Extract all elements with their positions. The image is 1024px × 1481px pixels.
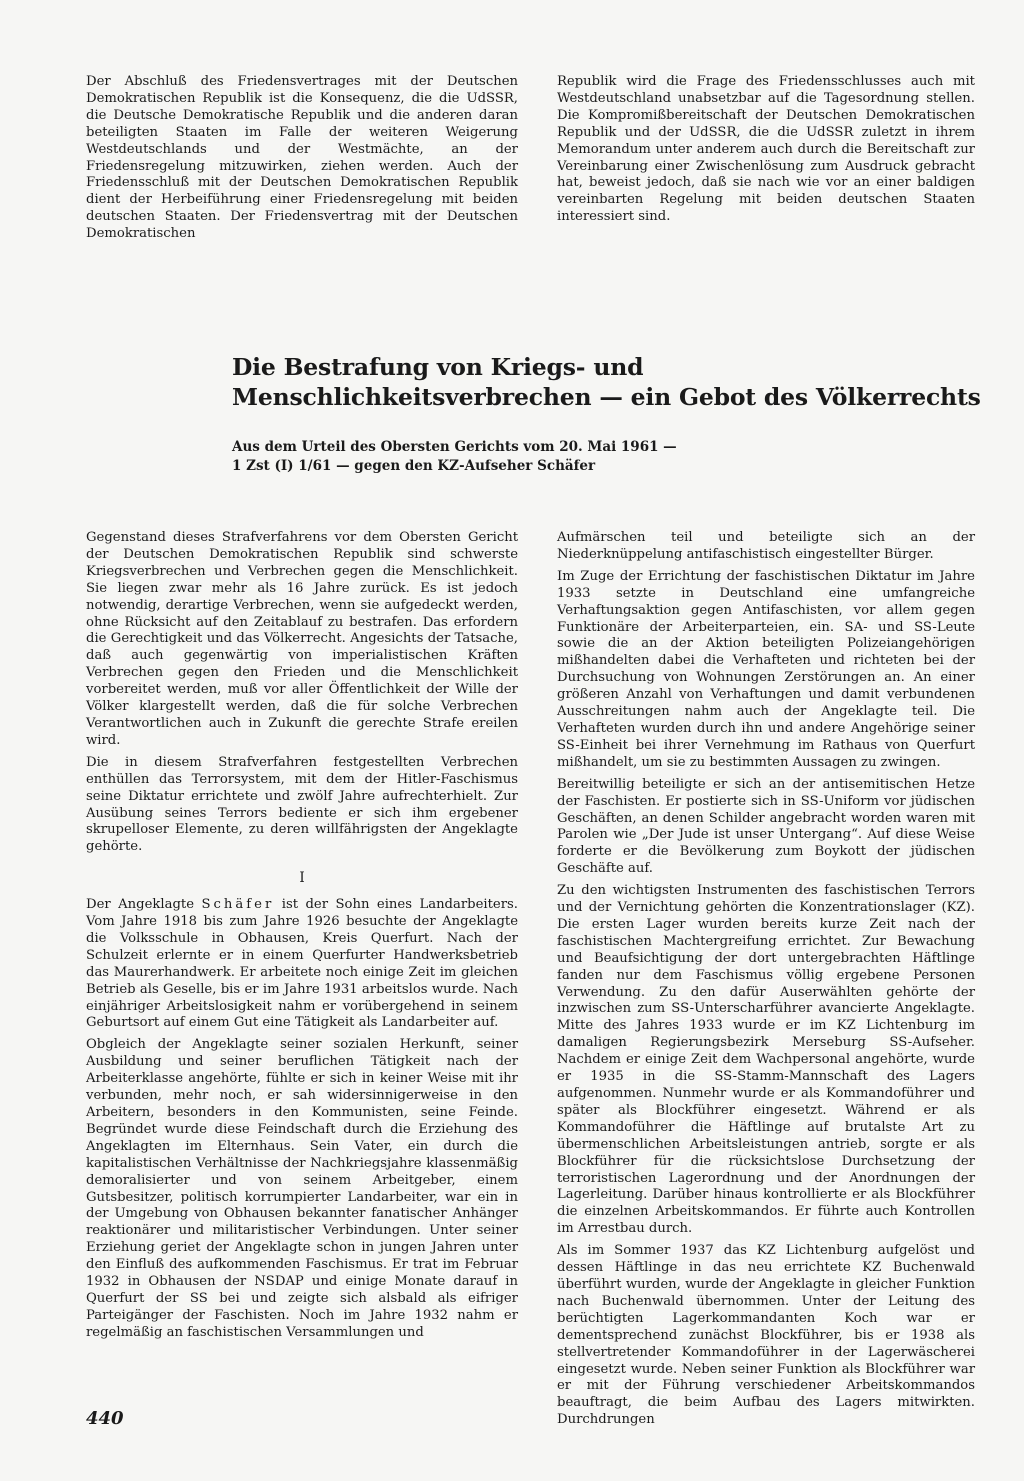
- article-left-column: [86, 530, 518, 1347]
- article-headline: Die Bestrafung von Kriegs- und Menschlichkeitsverbrechen — ein Gebot des Völkerrechts: [232, 353, 981, 411]
- section-heading: I: [299, 870, 305, 887]
- paragraph-lead: Der Angeklagte: [86, 897, 195, 913]
- paragraph-rest: ist der Sohn eines Landarbeiters. Vom Jahre 1918 bis zum Jahre 1926 besuchte der Angeklagte die Volksschule in Obhausen, Kreis Querfurt. Nach der Schulzeit erlernte er in einem Querfurter Handwerksbetrieb das Maurerhandwerk. Er arbeitete noch einige Zeit im gleichen Betrieb als Geselle, bis er im Jahre 1931 arbeitslos wurde. Nach einjähriger Arbeitslosigkeit nahm er vorübergehend in seinem Geburtsort auf einem Gut eine Tätigkeit als Landarbeiter auf.: [86, 897, 518, 1031]
- top-right-paragraph: Republik wird die Frage des Friedensschlusses auch mit Westdeutschland unabsetzbar auf die Tagesordnung stellen. Die Kompromißbereitschaft der Deutschen Demokratischen Republik und der UdSSR, die die UdSSR zuletzt in ihrem Memorandum unter anderem auch durch die Bereitschaft zur Vereinbarung einer Zwischenlösung zum Ausdruck gebracht hat, beweist jedoch, daß sie nach wie vor an einer baldigen vereinbarten Regelung mit beiden deutschen Staaten interessiert sind.: [557, 74, 975, 225]
- article-paragraph: Die in diesem Strafverfahren festgestellten Verbrechen enthüllen das Terrorsystem, mit dem der Hitler-Faschismus seine Diktatur errichtete und zwölf Jahre aufrechterhielt. Zur Ausübung seines Terrors bediente er sich ihm ergebener skrupelloser Elemente, zu deren willfährigsten der Angeklagte gehörte.: [86, 754, 518, 855]
- top-left-paragraph: Der Abschluß des Friedensvertrages mit der Deutschen Demokratischen Republik ist die Konsequenz, die die UdSSR, die Deutsche Demokratische Republik und die anderen daran beteiligten Staaten im Falle der weiteren Weigerung Westdeutschlands und der Westmächte, an der Friedensregelung mitzuwirken, ziehen werden. Auch der Friedensschluß mit der Deutschen Demokratischen Republik dient der Herbeiführung einer Friedensregelung mit beiden deutschen Staaten. Der Friedensvertrag mit der Deutschen Demokratischen: [86, 74, 518, 242]
- article-paragraph: Gegenstand dieses Strafverfahrens vor dem Obersten Gericht der Deutschen Demokratischen Republik sind schwerste Kriegsverbrechen und Verbrechen gegen die Menschlichkeit. Sie liegen zwar mehr als 16 Jahre zurück. Es ist jedoch notwendig, derartige Verbrechen, wenn sie aufgedeckt werden, ohne Rücksicht auf den Zeitablauf zu bestrafen. Das erfordern die Gerechtigkeit und das Völkerrecht. Angesichts der Tatsache, daß auch gegenwärtig von imperialistischen Kräften Verbrechen gegen den Frieden und die Menschlichkeit vorbereitet werden, muß vor aller Öffentlichkeit der Wille der Völker klargestellt werden, daß die für solche Verbrechen Verantwortlichen auch in Zukunft die gerechte Strafe ereilen wird.: [86, 530, 518, 748]
- article-paragraph: Zu den wichtigsten Instrumenten des faschistischen Terrors und der Vernichtung gehörten die Konzentrationslager (KZ). Die ersten Lager wurden bereits kurze Zeit nach der faschistischen Machtergreifung errichtet. Zur Bewachung und Beaufsichtigung der dort untergebrachten Häftlinge fanden nur dem Faschismus völlig ergebene Personen Verwendung. Zu den dafür Auserwählten gehörte der inzwischen zum SS-Unterscharführer avancierte Angeklagte. Mitte des Jahres 1933 wurde er im KZ Lichtenburg im damaligen Regierungsbezirk Merseburg SS-Aufseher. Nachdem er einige Zeit dem Wachpersonal angehörte, wurde er 1935 in die SS-Stamm-Mannschaft des Lagers aufgenommen. Nunmehr wurde er als Kommandoführer und später als Blockführer eingesetzt. Während er als Kommandoführer die Häftlinge auf brutalste Art zu übermenschlichen Arbeitsleistungen antrieb, sorgte er als Blockführer für die rücksichtslose Durchsetzung der terroristischen Lagerordnung und der Anordnungen der Lagerleitung. Darüber hinaus kontrollierte er als Blockführer die einzelnen Arbeitskommandos. Er führte auch Kontrollen im Arrestbau durch.: [557, 883, 975, 1237]
- article-paragraph: Im Zuge der Errichtung der faschistischen Diktatur im Jahre 1933 setzte in Deutschland eine umfangreiche Verhaftungsaktion gegen Antifaschisten, vor allem gegen Funktionäre der Arbeiterparteien, ein. SA- und SS-Leute sowie die an der Aktion beteiligten Polizeiangehörigen mißhandelten dabei die Verhafteten und richteten bei der Durchsuchung von Wohnungen Zerstörungen an. An einer größeren Anzahl von Verhaftungen und damit verbundenen Ausschreitungen nahm auch der Angeklagte teil. Die Verhafteten wurden durch ihn und andere Angehörige seiner SS-Einheit bei ihrer Vernehmung im Rathaus von Querfurt mißhandelt, um sie zu bestimmten Aussagen zu zwingen.: [557, 568, 975, 770]
- article-paragraph: Obgleich der Angeklagte seiner sozialen Herkunft, seiner Ausbildung und seiner beruflichen Tätigkeit nach der Arbeiterklasse angehörte, fühlte er sich in keiner Weise mit ihr verbunden, mehr noch, er sah widersinnigerweise in den Arbeitern, besonders in den Kommunisten, seine Feinde. Begründet wurde diese Feindschaft durch die Erziehung des Angeklagten im Elternhaus. Sein Vater, ein durch die kapitalistischen Verhältnisse der Nachkriegsjahre klassenmäßig demoralisierter und von seinem Arbeitgeber, einem Gutsbesitzer, politisch korrumpierter Landarbeiter, war ein in der Umgebung von Obhausen bekannter fanatischer Anhänger reaktionärer und militaristischer Verbindungen. Unter seiner Erziehung geriet der Angeklagte schon in jungen Jahren unter den Einfluß des aufkommenden Faschismus. Er trat im Februar 1932 in Obhausen der NSDAP und einige Monate darauf in Querfurt der SS bei und zeigte sich alsbald als eifriger Parteigänger der Faschisten. Noch im Jahre 1932 nahm er regelmäßig an faschistischen Versammlungen und: [86, 1037, 518, 1340]
- article-paragraph: Aufmärschen teil und beteiligte sich an der Niederknüppelung antifaschistisch eingestellter Bürger.: [557, 530, 975, 562]
- top-right-column: [557, 74, 975, 231]
- article-paragraph: Bereitwillig beteiligte er sich an der antisemitischen Hetze der Faschisten. Er postierte sich in SS-Uniform vor jüdischen Geschäften, an denen Schilder angebracht worden waren mit Parolen wie „Der Jude ist unser Untergang“. Auf diese Weise forderte er die Bevölkerung zum Boykott der jüdischen Geschäfte auf.: [557, 776, 975, 877]
- defendant-name: Schäfer: [201, 897, 275, 913]
- subhead-line-2: 1 Zst (I) 1/61 — gegen den KZ-Aufseher Schäfer: [232, 458, 596, 474]
- subhead-line-1: Aus dem Urteil des Obersten Gerichts vom 20. Mai 1961 —: [232, 439, 677, 455]
- top-left-column: [86, 74, 518, 248]
- article-paragraph: Als im Sommer 1937 das KZ Lichtenburg aufgelöst und dessen Häftlinge in das neu errichtete KZ Buchenwald überführt wurden, wurde der Angeklagte in gleicher Funktion nach Buchenwald übernommen. Unter der Leitung des berüchtigten Lagerkommandanten Koch war er dementsprechend zunächst Blockführer, bis er 1938 als stellvertretender Kommandoführer in der Lagerwäscherei eingesetzt wurde. Neben seiner Funktion als Blockführer war er mit der Führung verschiedener Arbeitskommandos beauftragt, die beim Aufbau des Lagers mitwirkten. Durchdrungen: [557, 1243, 975, 1428]
- article-right-column: [557, 530, 975, 1434]
- article-paragraph: [86, 897, 518, 1032]
- page-number: 440: [86, 1408, 124, 1429]
- article-subhead: [232, 438, 752, 476]
